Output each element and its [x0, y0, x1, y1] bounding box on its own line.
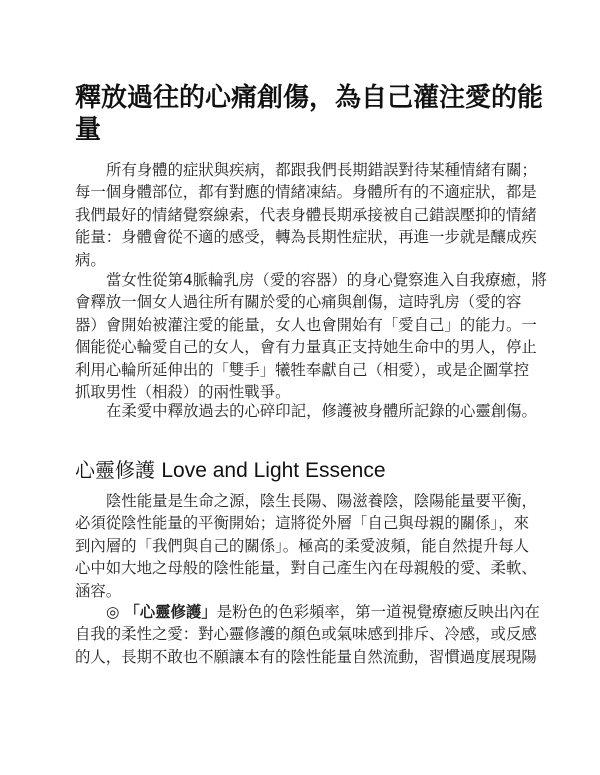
text-line: 自我的柔性之愛：對心靈修護的顏色或氣味感到排斥、冷感，或反感 — [75, 625, 537, 644]
text-line: 涵容。 — [75, 581, 122, 600]
text-line: 必須從陰性能量的平衡開始；這將從外層「自己與母親的關係」，來 — [75, 514, 530, 533]
section-heading-en: Love and Light Essence — [161, 459, 386, 482]
text-line: 到內層的「我們與自己的關係」。極高的柔愛波頻，能自然提升每人 — [75, 536, 530, 555]
section-heading-zh: 心靈修護 — [75, 458, 155, 482]
paragraph-release — [75, 400, 537, 422]
paragraph-heart-chakra — [75, 269, 547, 403]
title-line: 量 — [75, 115, 102, 145]
text-line: 在柔愛中釋放過去的心碎印記，修護被身體所記錄的心靈創傷。 — [106, 402, 537, 420]
text-line: 病。 — [75, 250, 106, 269]
title-line: 釋放過往的心痛創傷，為自己灌注愛的能 — [75, 83, 544, 113]
paragraph-essence-description — [75, 601, 540, 668]
bullet-symbol: ◎ — [106, 603, 125, 621]
text-line: 當女性從第4脈輪乳房（愛的容器）的身心覺察進入自我療癒，將 — [106, 271, 547, 289]
text-run: 是粉色的色彩頻率，第一道視覺療癒反映出內在 — [216, 603, 540, 621]
text-line: 利用心輪所延伸出的「雙手」犧牲奉獻自己（相愛），或是企圖掌控 — [75, 360, 530, 379]
text-line: 個能從心輪愛自己的女人，會有力量真正支持她生命中的男人，停止 — [75, 338, 537, 357]
page-title — [75, 82, 544, 146]
text-line: 的人，長期不敢也不願讓本有的陰性能量自然流動，習慣過度展現陽 — [75, 647, 537, 666]
text-line: 會釋放一個女人過往所有關於愛的心痛與創傷，這時乳房（愛的容 — [75, 293, 522, 312]
text-line: 器）會開始被灌注愛的能量，女人也會開始有「愛自己」的能力。一 — [75, 315, 537, 334]
paragraph-body-symptoms — [75, 159, 537, 271]
paragraph-yin-energy — [75, 490, 537, 602]
text-line: 抓取男性（相殺）的兩性戰爭。 — [75, 383, 291, 402]
text-line: 我們最好的情緒覺察線索，代表身體長期承接被自己錯誤壓抑的情緒 — [75, 205, 537, 224]
section-heading — [75, 456, 386, 485]
text-line: 心中如大地之母般的陰性能量，對自己產生內在母親般的愛、柔軟、 — [75, 559, 537, 578]
text-line: 能量：身體會從不適的感受，轉為長期性症狀，再進一步就是釀成疾 — [75, 228, 537, 247]
bold-term: 「心靈修護」 — [124, 603, 217, 621]
text-line — [75, 601, 540, 623]
text-line: 所有身體的症狀與疾病，都跟我們長期錯誤對待某種情緒有關； — [106, 161, 537, 179]
text-line: 陰性能量是生命之源，陰生長陽、陽滋養陰，陰陽能量要平衡， — [106, 492, 537, 510]
text-line: 每一個身體部位，都有對應的情緒凍結。身體所有的不適症狀，都是 — [75, 183, 537, 202]
